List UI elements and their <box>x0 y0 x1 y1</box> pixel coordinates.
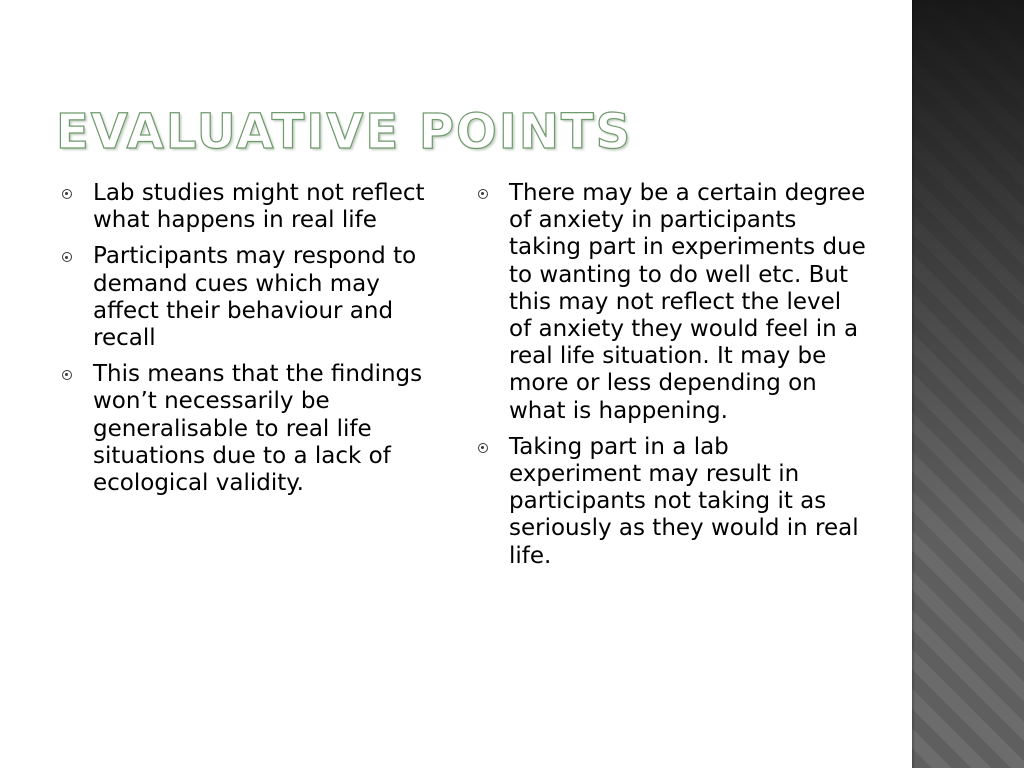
slide-title: EVALUATIVE POINTS <box>56 104 633 160</box>
bullet-text: This means that the findings won’t necessarily be generalisable to real life situations due to a lack of ecological validity. <box>93 361 423 497</box>
bullet-item <box>62 361 446 497</box>
bullet-item <box>62 243 446 352</box>
bullet-text: Participants may respond to demand cues which may affect their behaviour and recall <box>93 243 417 352</box>
circled-dot-icon <box>62 370 72 380</box>
bullet-item <box>62 180 446 234</box>
circled-dot-icon <box>62 189 72 199</box>
decorative-side-panel <box>912 0 1024 768</box>
circled-dot-icon <box>478 189 488 199</box>
bullet-text: Taking part in a lab experiment may result in participants not taking it as seriously as they would in real life. <box>509 433 859 569</box>
bullet-item <box>478 434 868 570</box>
bullet-text: There may be a certain degree of anxiety in participants taking part in experiments due to wanting to do well etc. But this may not reflect the level of anxiety they would feel in a real life situation. It may be more or less depending on what is happening. <box>509 180 866 424</box>
side-panel-edge <box>912 0 915 768</box>
bullet-text: Lab studies might not reflect what happens in real life <box>93 180 425 234</box>
left-bullet-list <box>62 180 446 506</box>
right-bullet-list <box>478 180 868 579</box>
circled-dot-icon <box>62 252 72 262</box>
circled-dot-icon <box>478 443 488 453</box>
bullet-item <box>478 180 868 425</box>
